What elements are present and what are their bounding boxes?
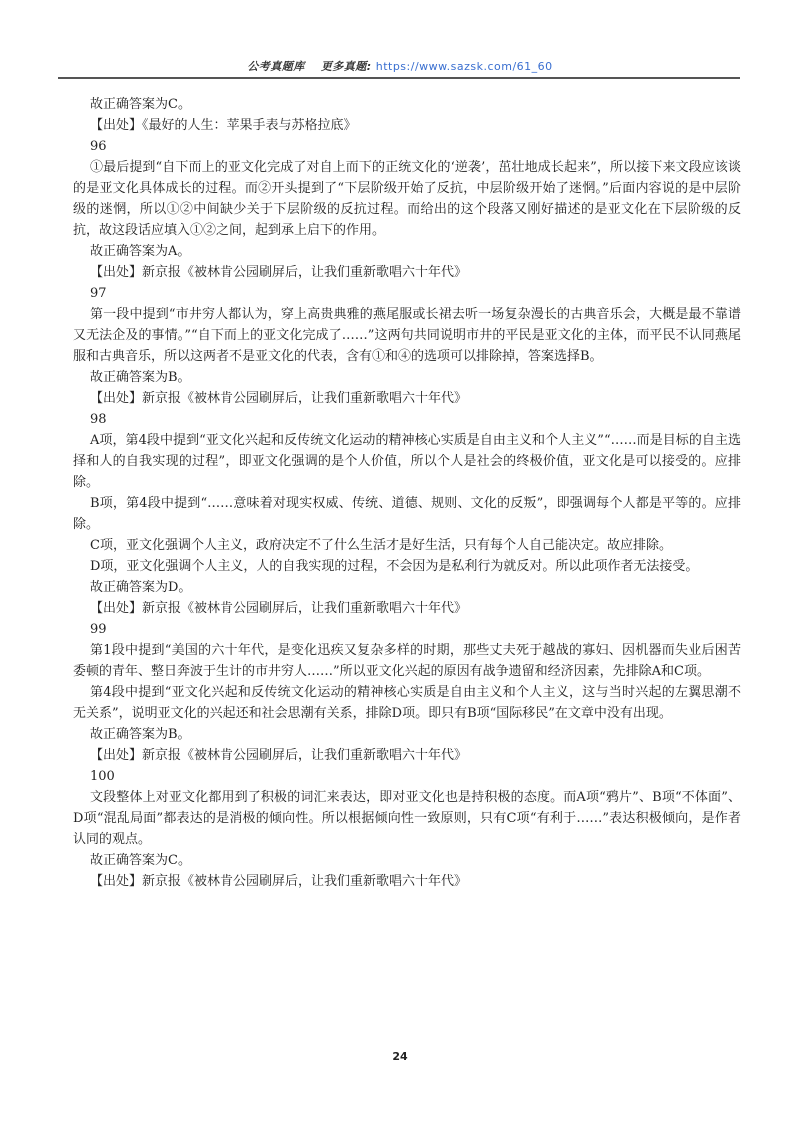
answer-line: 故正确答案为B。 — [90, 370, 191, 385]
header-divider — [58, 77, 740, 79]
header-brand: 公考真题库 — [247, 60, 305, 73]
question-number: 96 — [90, 139, 107, 154]
source-line: 【出处】新京报《被林肯公园刷屏后，让我们重新歌唱六十年代》 — [90, 265, 468, 280]
paragraph: 第一段中提到“市井穷人都认为，穿上高贵典雅的燕尾服或长裙去听一场复杂漫长的古典音乐会，大概是最不靠谱又无法企及的事情。”“自下而上的亚文化完成了……”这两句共同说明市井的平民是亚文化的主体，而平民不认同燕尾服和古典音乐，所以这两者不是亚文化的代表，含有①和④的选项可以排除掉，答案选择B。 — [73, 307, 741, 364]
paragraph: A项，第4段中提到“亚文化兴起和反传统文化运动的精神核心实质是自由主义和个人主义”“……而是目标的自主选择和人的自我实现的过程”，即亚文化强调的是个人价值，所以个人是社会的终极价值，亚文化是可以接受的。应排除。 — [73, 433, 741, 490]
paragraph: C项，亚文化强调个人主义，政府决定不了什么生活才是好生活，只有每个人自己能决定。故应排除。 — [90, 538, 672, 553]
paragraph: 第1段中提到“美国的六十年代，是变化迅疾又复杂多样的时期，那些丈夫死于越战的寡妇、因机器而失业后困苦委顿的青年、整日奔波于生计的市井穷人……”所以亚文化兴起的原因有战争遗留和经济因素，先排除A和C项。 — [73, 643, 741, 679]
question-number: 100 — [90, 769, 115, 784]
paragraph: D项，亚文化强调个人主义，人的自我实现的过程，不会因为是私利行为就反对。所以此项作者无法接受。 — [90, 559, 699, 574]
source-line: 【出处】《最好的人生：苹果手表与苏格拉底》 — [90, 118, 357, 133]
answer-line: 故正确答案为C。 — [90, 853, 191, 868]
question-number: 97 — [90, 286, 107, 301]
paragraph: 故正确答案为C。 — [90, 97, 191, 112]
document-body — [73, 94, 741, 892]
question-number: 99 — [90, 622, 107, 637]
paragraph: ①最后提到“自下而上的亚文化完成了对自上而下的正统文化的‘逆袭’，茁壮地成长起来”，所以接下来文段应该谈的是亚文化具体成长的过程。而②开头提到了“下层阶级开始了反抗，中层阶级开始了迷惘。”后面内容说的是中层阶级的迷惘，所以①②中间缺少关于下层阶级的反抗过程。而给出的这个段落又刚好描述的是亚文化在下层阶级的反抗，故这段话应填入①②之间，起到承上启下的作用。 — [73, 160, 741, 238]
paragraph: 文段整体上对亚文化都用到了积极的词汇来表达，即对亚文化也是持积极的态度。而A项“鸦片”、B项“不体面”、D项“混乱局面”都表达的是消极的倾向性。所以根据倾向性一致原则，只有C项“有利于……”表达积极倾向，是作者认同的观点。 — [73, 790, 741, 847]
answer-line: 故正确答案为B。 — [90, 727, 191, 742]
answer-line: 故正确答案为D。 — [90, 580, 192, 595]
question-number: 98 — [90, 412, 107, 427]
source-line: 【出处】新京报《被林肯公园刷屏后，让我们重新歌唱六十年代》 — [90, 874, 468, 889]
paragraph: B项，第4段中提到“……意味着对现实权威、传统、道德、规则、文化的反叛”，即强调每个人都是平等的。应排除。 — [73, 496, 741, 532]
page-number: 24 — [392, 1050, 408, 1063]
answer-line: 故正确答案为A。 — [90, 244, 191, 259]
source-line: 【出处】新京报《被林肯公园刷屏后，让我们重新歌唱六十年代》 — [90, 601, 468, 616]
header-url-link[interactable]: https://www.sazsk.com/61_60 — [375, 60, 553, 73]
page-header — [0, 58, 800, 74]
header-more-label: 更多真题: — [320, 60, 372, 73]
paragraph: 第4段中提到“亚文化兴起和反传统文化运动的精神核心实质是自由主义和个人主义，这与当时兴起的左翼思潮不无关系”，说明亚文化的兴起还和社会思潮有关系，排除D项。即只有B项“国际移民”在文章中没有出现。 — [73, 685, 741, 721]
source-line: 【出处】新京报《被林肯公园刷屏后，让我们重新歌唱六十年代》 — [90, 391, 468, 406]
source-line: 【出处】新京报《被林肯公园刷屏后，让我们重新歌唱六十年代》 — [90, 748, 468, 763]
